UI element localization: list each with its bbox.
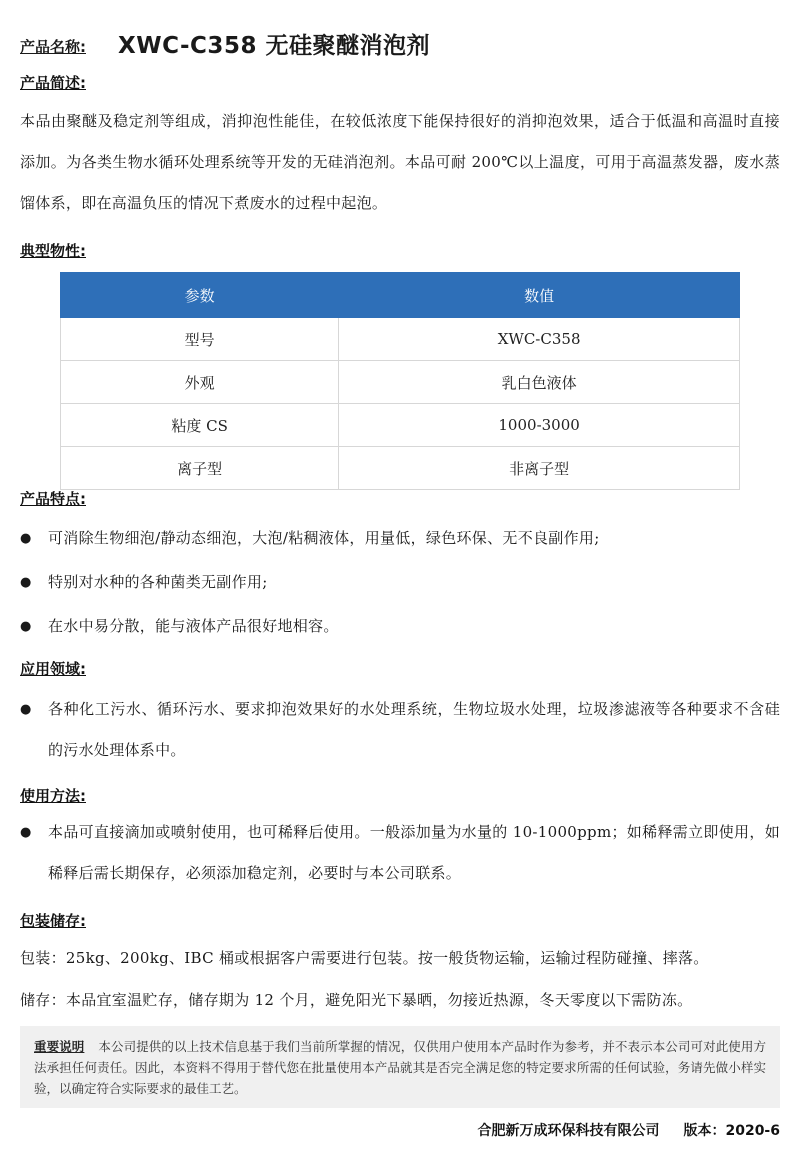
packaging-heading: 包装储存: — [20, 912, 86, 930]
feature-text: 可消除生物细泡/静动态细泡，大泡/粘稠液体，用量低，绿色环保、无不良副作用; — [48, 529, 600, 547]
usage-text: 本品可直接滴加或喷射使用，也可稀释后使用。一般添加量为水量的 10-1000ppm；如稀释需立即使用，如稀释后需长期保存，必须添加稳定剂，必要时与本公司联系。 — [48, 823, 780, 882]
table-cell: XWC-C358 — [339, 318, 740, 361]
package-text: 包装：25kg、200kg、IBC 桶或根据客户需要进行包装。按一般货物运输，运输过程防碰撞、摔落。 — [20, 949, 709, 967]
table-cell: 外观 — [61, 361, 339, 404]
table-cell: 1000-3000 — [339, 404, 740, 447]
properties-table — [60, 272, 740, 490]
notice-label: 重要说明 — [34, 1039, 85, 1054]
usage-item — [20, 812, 780, 894]
applications-heading: 应用领域: — [20, 660, 86, 678]
feature-item — [20, 562, 780, 603]
table-cell: 型号 — [61, 318, 339, 361]
bullet-icon: ● — [20, 702, 32, 717]
feature-text: 特别对水种的各种菌类无副作用; — [48, 573, 268, 591]
column-header-parameter: 参数 — [61, 273, 339, 318]
overview-text: 本品由聚醚及稳定剂等组成，消抑泡性能佳，在较低浓度下能保持很好的消抑泡效果，适合于低温和高温时直接添加。为各类生物水循环处理系统等开发的无硅消泡剂。本品可耐 200℃以上温度，可用于高温蒸发器，废水蒸馏体系，即在高温负压的情况下煮废水的过程中起泡。 — [20, 112, 780, 212]
column-header-value: 数值 — [339, 273, 740, 318]
company-name: 合肥新万成环保科技有限公司 — [477, 1123, 660, 1139]
product-title-row — [20, 26, 780, 60]
feature-text: 在水中易分散，能与液体产品很好地相容。 — [48, 617, 339, 635]
footer — [477, 1120, 780, 1140]
important-notice — [20, 1026, 780, 1108]
overview-heading: 产品简述: — [20, 74, 86, 92]
table-row — [61, 404, 740, 447]
application-item — [20, 689, 780, 771]
product-name: XWC-C358 无硅聚醚消泡剂 — [118, 33, 430, 59]
storage-text: 储存：本品宜室温贮存，储存期为 12 个月，避免阳光下暴晒，勿接近热源，冬天零度以下需防冻。 — [20, 991, 693, 1009]
table-row — [61, 318, 740, 361]
table-cell: 非离子型 — [339, 447, 740, 490]
usage-heading: 使用方法: — [20, 787, 86, 805]
notice-text: 本公司提供的以上技术信息基于我们当前所掌握的情况，仅供用户使用本产品时作为参考，并不表示本公司可对此使用方法承担任何责任。因此，本资料不得用于替代您在批量使用本产品就其是否完全满足您的特定要求所需的任何试验，务请先做小样实验，以确定符合实际要求的最佳工艺。 — [34, 1039, 766, 1096]
bullet-icon: ● — [20, 825, 32, 840]
product-name-label: 产品名称: — [20, 38, 86, 56]
table-row — [61, 361, 740, 404]
bullet-icon: ● — [20, 575, 32, 590]
bullet-icon: ● — [20, 619, 32, 634]
table-header-row — [61, 273, 740, 318]
properties-heading: 典型物性: — [20, 242, 86, 260]
table-cell: 离子型 — [61, 447, 339, 490]
feature-item — [20, 606, 780, 647]
version-label: 版本：2020-6 — [683, 1123, 780, 1139]
table-cell: 乳白色液体 — [339, 361, 740, 404]
feature-item — [20, 518, 780, 559]
bullet-icon: ● — [20, 531, 32, 546]
application-text: 各种化工污水、循环污水、要求抑泡效果好的水处理系统，生物垃圾水处理，垃圾渗滤液等各种要求不含硅的污水处理体系中。 — [48, 700, 780, 759]
table-row — [61, 447, 740, 490]
table-cell: 粘度 CS — [61, 404, 339, 447]
features-heading: 产品特点: — [20, 490, 86, 508]
